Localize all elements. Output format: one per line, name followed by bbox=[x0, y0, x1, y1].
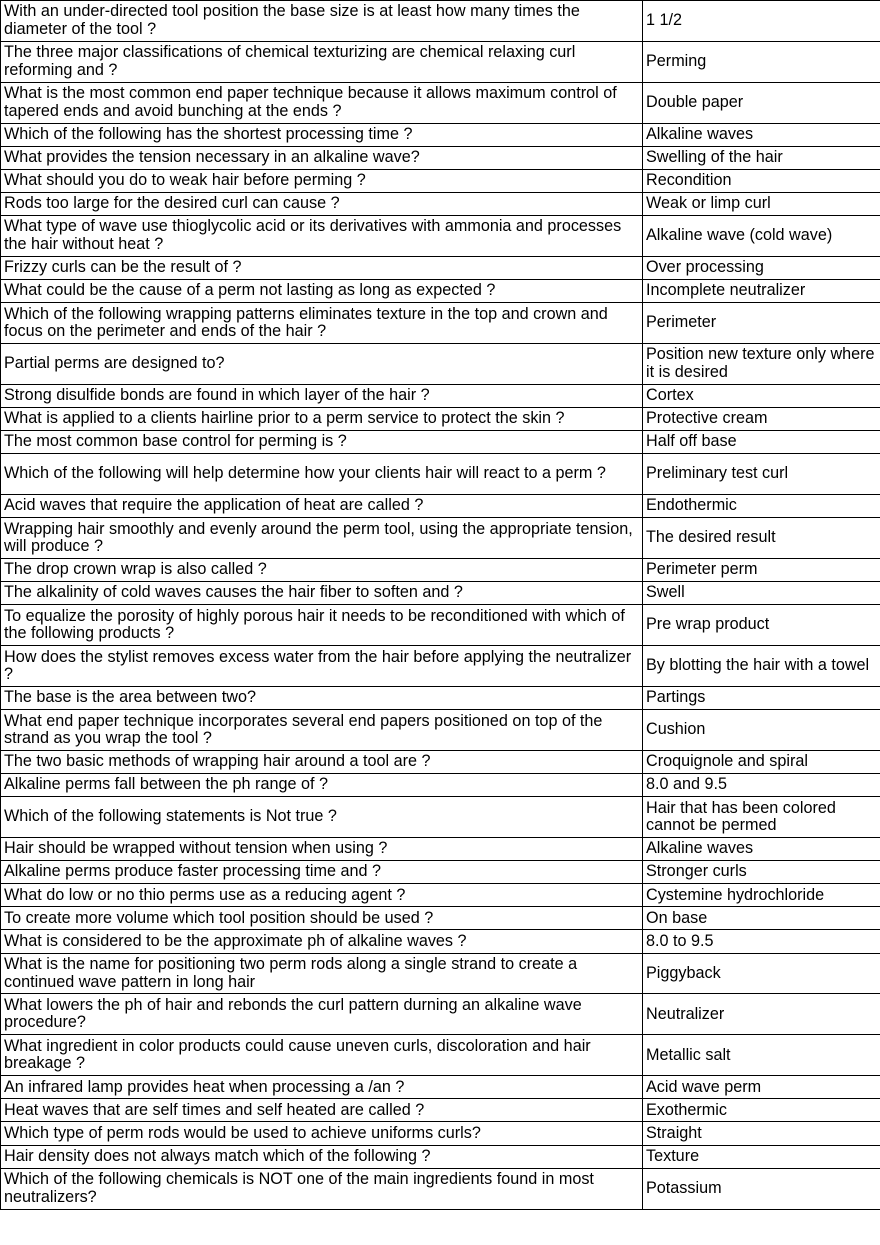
answer-cell: Double paper bbox=[643, 82, 880, 123]
table-row bbox=[1, 1076, 880, 1099]
answer-cell: Potassium bbox=[643, 1168, 880, 1209]
answer-cell: Cortex bbox=[643, 384, 880, 407]
answer-cell: Swell bbox=[643, 582, 880, 605]
table-row bbox=[1, 751, 880, 774]
question-cell: Rods too large for the desired curl can cause ? bbox=[1, 192, 643, 215]
question-cell: The two basic methods of wrapping hair around a tool are ? bbox=[1, 751, 643, 774]
table-row bbox=[1, 123, 880, 146]
table-row bbox=[1, 303, 880, 344]
question-cell: Heat waves that are self times and self heated are called ? bbox=[1, 1099, 643, 1122]
answer-cell: Alkaline waves bbox=[643, 123, 880, 146]
question-cell: Which type of perm rods would be used to achieve uniforms curls? bbox=[1, 1122, 643, 1145]
table-row bbox=[1, 994, 880, 1035]
table-row bbox=[1, 953, 880, 994]
question-cell: What is the most common end paper technique because it allows maximum control of tapered ends and avoid bunching at the ends ? bbox=[1, 82, 643, 123]
answer-cell: Alkaline waves bbox=[643, 838, 880, 861]
question-cell: How does the stylist removes excess water from the hair before applying the neutralizer ? bbox=[1, 646, 643, 687]
table-row bbox=[1, 774, 880, 797]
question-cell: An infrared lamp provides heat when processing a /an ? bbox=[1, 1076, 643, 1099]
table-row bbox=[1, 687, 880, 710]
answer-cell: Incomplete neutralizer bbox=[643, 280, 880, 303]
answer-cell: 8.0 and 9.5 bbox=[643, 774, 880, 797]
table-row bbox=[1, 1122, 880, 1145]
table-row bbox=[1, 582, 880, 605]
question-cell: Which of the following wrapping patterns eliminates texture in the top and crown and focus on the perimeter and ends of the hair ? bbox=[1, 303, 643, 344]
question-cell: Which of the following will help determine how your clients hair will react to a perm ? bbox=[1, 454, 643, 495]
answer-cell: Piggyback bbox=[643, 953, 880, 994]
question-cell: What is considered to be the approximate ph of alkaline waves ? bbox=[1, 930, 643, 953]
question-cell: To create more volume which tool position should be used ? bbox=[1, 907, 643, 930]
answer-cell: Neutralizer bbox=[643, 994, 880, 1035]
answer-cell: Exothermic bbox=[643, 1099, 880, 1122]
answer-cell: Preliminary test curl bbox=[643, 454, 880, 495]
table-row bbox=[1, 797, 880, 838]
question-cell: Strong disulfide bonds are found in which layer of the hair ? bbox=[1, 384, 643, 407]
answer-cell: Croquignole and spiral bbox=[643, 751, 880, 774]
table-row bbox=[1, 605, 880, 646]
answer-cell: The desired result bbox=[643, 518, 880, 559]
question-cell: Alkaline perms fall between the ph range of ? bbox=[1, 774, 643, 797]
answer-cell: Protective cream bbox=[643, 408, 880, 431]
answer-cell: Straight bbox=[643, 1122, 880, 1145]
question-cell: The most common base control for perming is ? bbox=[1, 431, 643, 454]
question-cell: What could be the cause of a perm not lasting as long as expected ? bbox=[1, 280, 643, 303]
question-cell: The drop crown wrap is also called ? bbox=[1, 559, 643, 582]
qa-table-body bbox=[1, 1, 880, 1210]
question-cell: Which of the following has the shortest processing time ? bbox=[1, 123, 643, 146]
question-cell: To equalize the porosity of highly porous hair it needs to be reconditioned with which of the following products ? bbox=[1, 605, 643, 646]
table-row bbox=[1, 82, 880, 123]
answer-cell: Weak or limp curl bbox=[643, 192, 880, 215]
answer-cell: Alkaline wave (cold wave) bbox=[643, 216, 880, 257]
question-cell: What lowers the ph of hair and rebonds the curl pattern durning an alkaline wave procedure? bbox=[1, 994, 643, 1035]
answer-cell: By blotting the hair with a towel bbox=[643, 646, 880, 687]
answer-cell: Texture bbox=[643, 1145, 880, 1168]
question-cell: Wrapping hair smoothly and evenly around the perm tool, using the appropriate tension, will produce ? bbox=[1, 518, 643, 559]
table-row bbox=[1, 344, 880, 385]
answer-cell: Recondition bbox=[643, 169, 880, 192]
question-cell: The three major classifications of chemical texturizing are chemical relaxing curl reforming and ? bbox=[1, 41, 643, 82]
table-row bbox=[1, 1099, 880, 1122]
table-row bbox=[1, 216, 880, 257]
table-row bbox=[1, 192, 880, 215]
answer-cell: Hair that has been colored cannot be permed bbox=[643, 797, 880, 838]
table-row bbox=[1, 1, 880, 42]
answer-cell: Half off base bbox=[643, 431, 880, 454]
question-cell: Hair should be wrapped without tension when using ? bbox=[1, 838, 643, 861]
question-cell: The alkalinity of cold waves causes the hair fiber to soften and ? bbox=[1, 582, 643, 605]
answer-cell: Endothermic bbox=[643, 495, 880, 518]
table-row bbox=[1, 930, 880, 953]
answer-cell: Perimeter perm bbox=[643, 559, 880, 582]
table-row bbox=[1, 169, 880, 192]
question-cell: What type of wave use thioglycolic acid or its derivatives with ammonia and processes the hair without heat ? bbox=[1, 216, 643, 257]
answer-cell: Pre wrap product bbox=[643, 605, 880, 646]
answer-cell: Metallic salt bbox=[643, 1035, 880, 1076]
question-cell: What end paper technique incorporates several end papers positioned on top of the strand as you wrap the tool ? bbox=[1, 710, 643, 751]
table-row bbox=[1, 518, 880, 559]
table-row bbox=[1, 559, 880, 582]
question-cell: Alkaline perms produce faster processing time and ? bbox=[1, 861, 643, 884]
table-row bbox=[1, 1168, 880, 1209]
question-cell: Which of the following statements is Not true ? bbox=[1, 797, 643, 838]
question-cell: Which of the following chemicals is NOT one of the main ingredients found in most neutralizers? bbox=[1, 1168, 643, 1209]
table-row bbox=[1, 280, 880, 303]
answer-cell: 8.0 to 9.5 bbox=[643, 930, 880, 953]
table-row bbox=[1, 41, 880, 82]
table-row bbox=[1, 884, 880, 907]
table-row bbox=[1, 1035, 880, 1076]
answer-cell: Perming bbox=[643, 41, 880, 82]
question-cell: Frizzy curls can be the result of ? bbox=[1, 256, 643, 279]
question-cell: What ingredient in color products could cause uneven curls, discoloration and hair breakage ? bbox=[1, 1035, 643, 1076]
table-row bbox=[1, 838, 880, 861]
answer-cell: Swelling of the hair bbox=[643, 146, 880, 169]
answer-cell: Acid wave perm bbox=[643, 1076, 880, 1099]
question-cell: What provides the tension necessary in an alkaline wave? bbox=[1, 146, 643, 169]
question-cell: The base is the area between two? bbox=[1, 687, 643, 710]
table-row bbox=[1, 384, 880, 407]
answer-cell: Partings bbox=[643, 687, 880, 710]
table-row bbox=[1, 710, 880, 751]
table-row bbox=[1, 907, 880, 930]
table-row bbox=[1, 1145, 880, 1168]
question-cell: What is applied to a clients hairline prior to a perm service to protect the skin ? bbox=[1, 408, 643, 431]
answer-cell: Over processing bbox=[643, 256, 880, 279]
question-cell: Acid waves that require the application of heat are called ? bbox=[1, 495, 643, 518]
table-row bbox=[1, 495, 880, 518]
question-cell: Partial perms are designed to? bbox=[1, 344, 643, 385]
answer-cell: Position new texture only where it is desired bbox=[643, 344, 880, 385]
question-cell: What is the name for positioning two perm rods along a single strand to create a continued wave pattern in long hair bbox=[1, 953, 643, 994]
table-row bbox=[1, 408, 880, 431]
table-row bbox=[1, 454, 880, 495]
answer-cell: Perimeter bbox=[643, 303, 880, 344]
answer-cell: Cystemine hydrochloride bbox=[643, 884, 880, 907]
answer-cell: Stronger curls bbox=[643, 861, 880, 884]
answer-cell: Cushion bbox=[643, 710, 880, 751]
question-cell: What should you do to weak hair before perming ? bbox=[1, 169, 643, 192]
question-cell: With an under-directed tool position the base size is at least how many times the diameter of the tool ? bbox=[1, 1, 643, 42]
question-cell: What do low or no thio perms use as a reducing agent ? bbox=[1, 884, 643, 907]
table-row bbox=[1, 256, 880, 279]
table-row bbox=[1, 646, 880, 687]
answer-cell: 1 1/2 bbox=[643, 1, 880, 42]
table-row bbox=[1, 431, 880, 454]
question-cell: Hair density does not always match which of the following ? bbox=[1, 1145, 643, 1168]
answer-cell: On base bbox=[643, 907, 880, 930]
table-row bbox=[1, 146, 880, 169]
table-row bbox=[1, 861, 880, 884]
